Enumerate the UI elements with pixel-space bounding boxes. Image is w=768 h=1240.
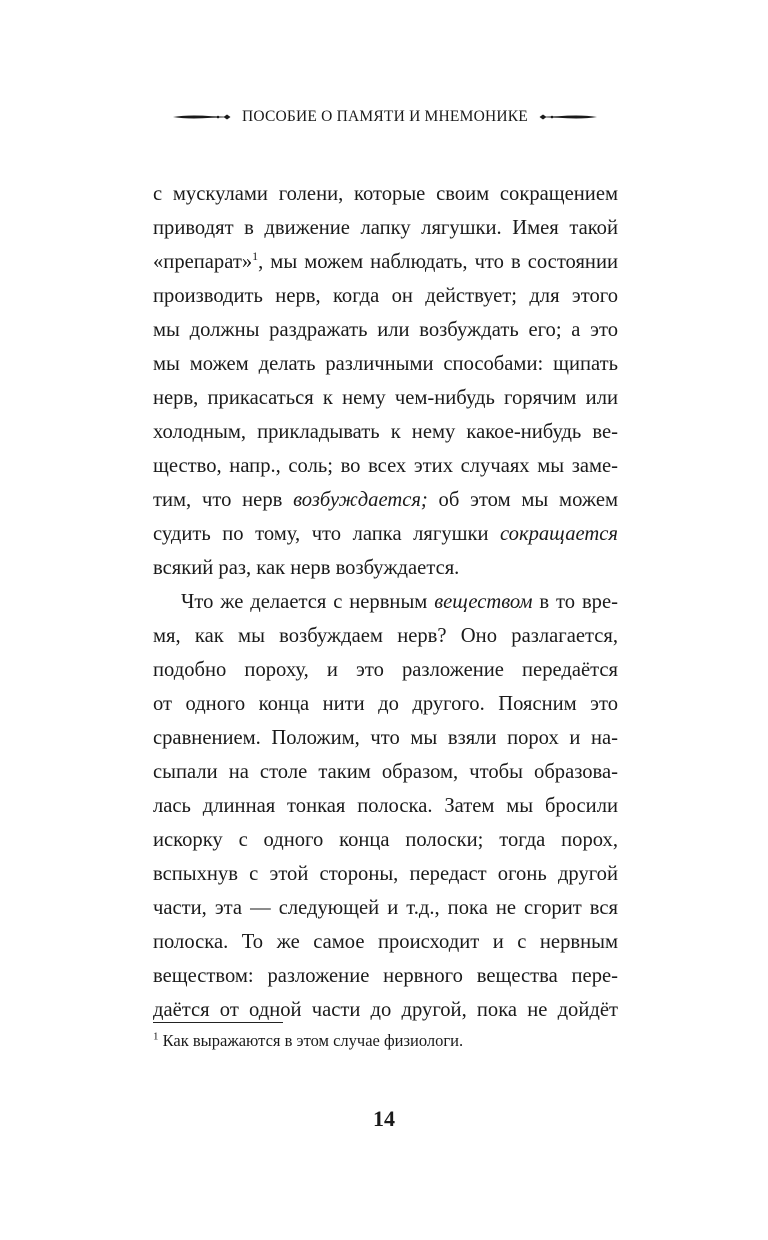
footnote: [153, 1030, 618, 1052]
text-line: [153, 483, 618, 517]
line-text: от одного конца нити до другого. Поясним это: [153, 693, 618, 715]
page-number: 14: [373, 1106, 395, 1131]
text-line: [153, 959, 618, 993]
line-text: веществом: разложение нервного вещества пере-: [153, 965, 618, 987]
text-line: [153, 619, 618, 653]
text-line: [153, 347, 618, 381]
text-line: [153, 177, 618, 211]
text-line: [153, 381, 618, 415]
text-line: [153, 925, 618, 959]
line-text: Что же делается с нервным: [181, 591, 435, 613]
text-line: [153, 687, 618, 721]
text-line: [153, 653, 618, 687]
line-text: щество, напр., соль; во всех этих случаях мы заме-: [153, 455, 618, 477]
line-text: приводят в движение лапку лягушки. Имея такой: [153, 217, 618, 239]
body-text: [153, 177, 618, 1027]
footnote-marker: 1: [153, 1030, 159, 1043]
line-text: нерв, прикасаться к нему чем-нибудь горячим или: [153, 387, 618, 409]
text-line: [153, 449, 618, 483]
text-line: [153, 279, 618, 313]
text-line: [153, 245, 618, 279]
running-head: [150, 108, 620, 126]
text-line: [153, 823, 618, 857]
line-text: сыпали на столе таким образом, чтобы образова-: [153, 761, 618, 783]
line-text: лась длинная тонкая полоска. Затем мы бросили: [153, 795, 618, 817]
line-text: мя, как мы возбуждаем нерв? Оно разлагается,: [153, 625, 618, 647]
emphasized-word: возбуждается;: [293, 489, 428, 511]
line-text: , мы можем наблюдать, что в состоянии: [258, 251, 618, 273]
footnote-rule: [153, 1022, 283, 1023]
ornament-left-icon: [172, 110, 234, 124]
text-line: [153, 313, 618, 347]
text-line: [153, 415, 618, 449]
line-text: даётся от одной части до другой, пока не дойдёт: [153, 999, 618, 1021]
line-text: полоска. То же самое происходит и с нервным: [153, 931, 618, 953]
text-line: [153, 585, 618, 619]
text-line: [153, 789, 618, 823]
text-line: [153, 211, 618, 245]
running-head-title: ПОСОБИЕ О ПАМЯТИ И МНЕМОНИКЕ: [242, 108, 528, 125]
line-text: производить нерв, когда он действует; для этого: [153, 285, 618, 307]
line-text: вспыхнув с этой стороны, передаст огонь другой: [153, 863, 618, 885]
line-text: мы должны раздражать или возбуждать его; а это: [153, 319, 618, 341]
line-text: «препарат»: [153, 251, 253, 273]
line-text: холодным, прикладывать к нему какое-нибудь ве-: [153, 421, 618, 443]
line-text: судить по тому, что лапка лягушки: [153, 523, 501, 545]
text-line: [153, 721, 618, 755]
text-line: [153, 891, 618, 925]
line-text: подобно пороху, и это разложение передаётся: [153, 659, 618, 681]
footnote-text: Как выражаются в этом случае физиологи.: [158, 1031, 464, 1050]
ornament-right-icon: [536, 110, 598, 124]
line-text: искорку с одного конца полоски; тогда порох,: [153, 829, 618, 851]
emphasized-word: сокращается: [500, 523, 618, 545]
text-line: [153, 857, 618, 891]
line-text: тим, что нерв: [153, 489, 294, 511]
text-line: [153, 755, 618, 789]
emphasized-word: веществом: [434, 591, 533, 613]
line-text: с мускулами голени, которые своим сокращением: [153, 183, 618, 205]
line-text: в то вре-: [532, 591, 618, 613]
line-text: части, эта — следующей и т.д., пока не сгорит вся: [153, 897, 618, 919]
line-text: об этом мы можем: [427, 489, 618, 511]
line-text: мы можем делать различными способами: щипать: [153, 353, 618, 375]
line-text: всякий раз, как нерв возбуждается.: [153, 557, 460, 579]
text-line: [153, 517, 618, 551]
footnote-reference: 1: [252, 249, 259, 264]
text-line: [153, 551, 618, 585]
line-text: сравнением. Положим, что мы взяли порох и на-: [153, 727, 618, 749]
